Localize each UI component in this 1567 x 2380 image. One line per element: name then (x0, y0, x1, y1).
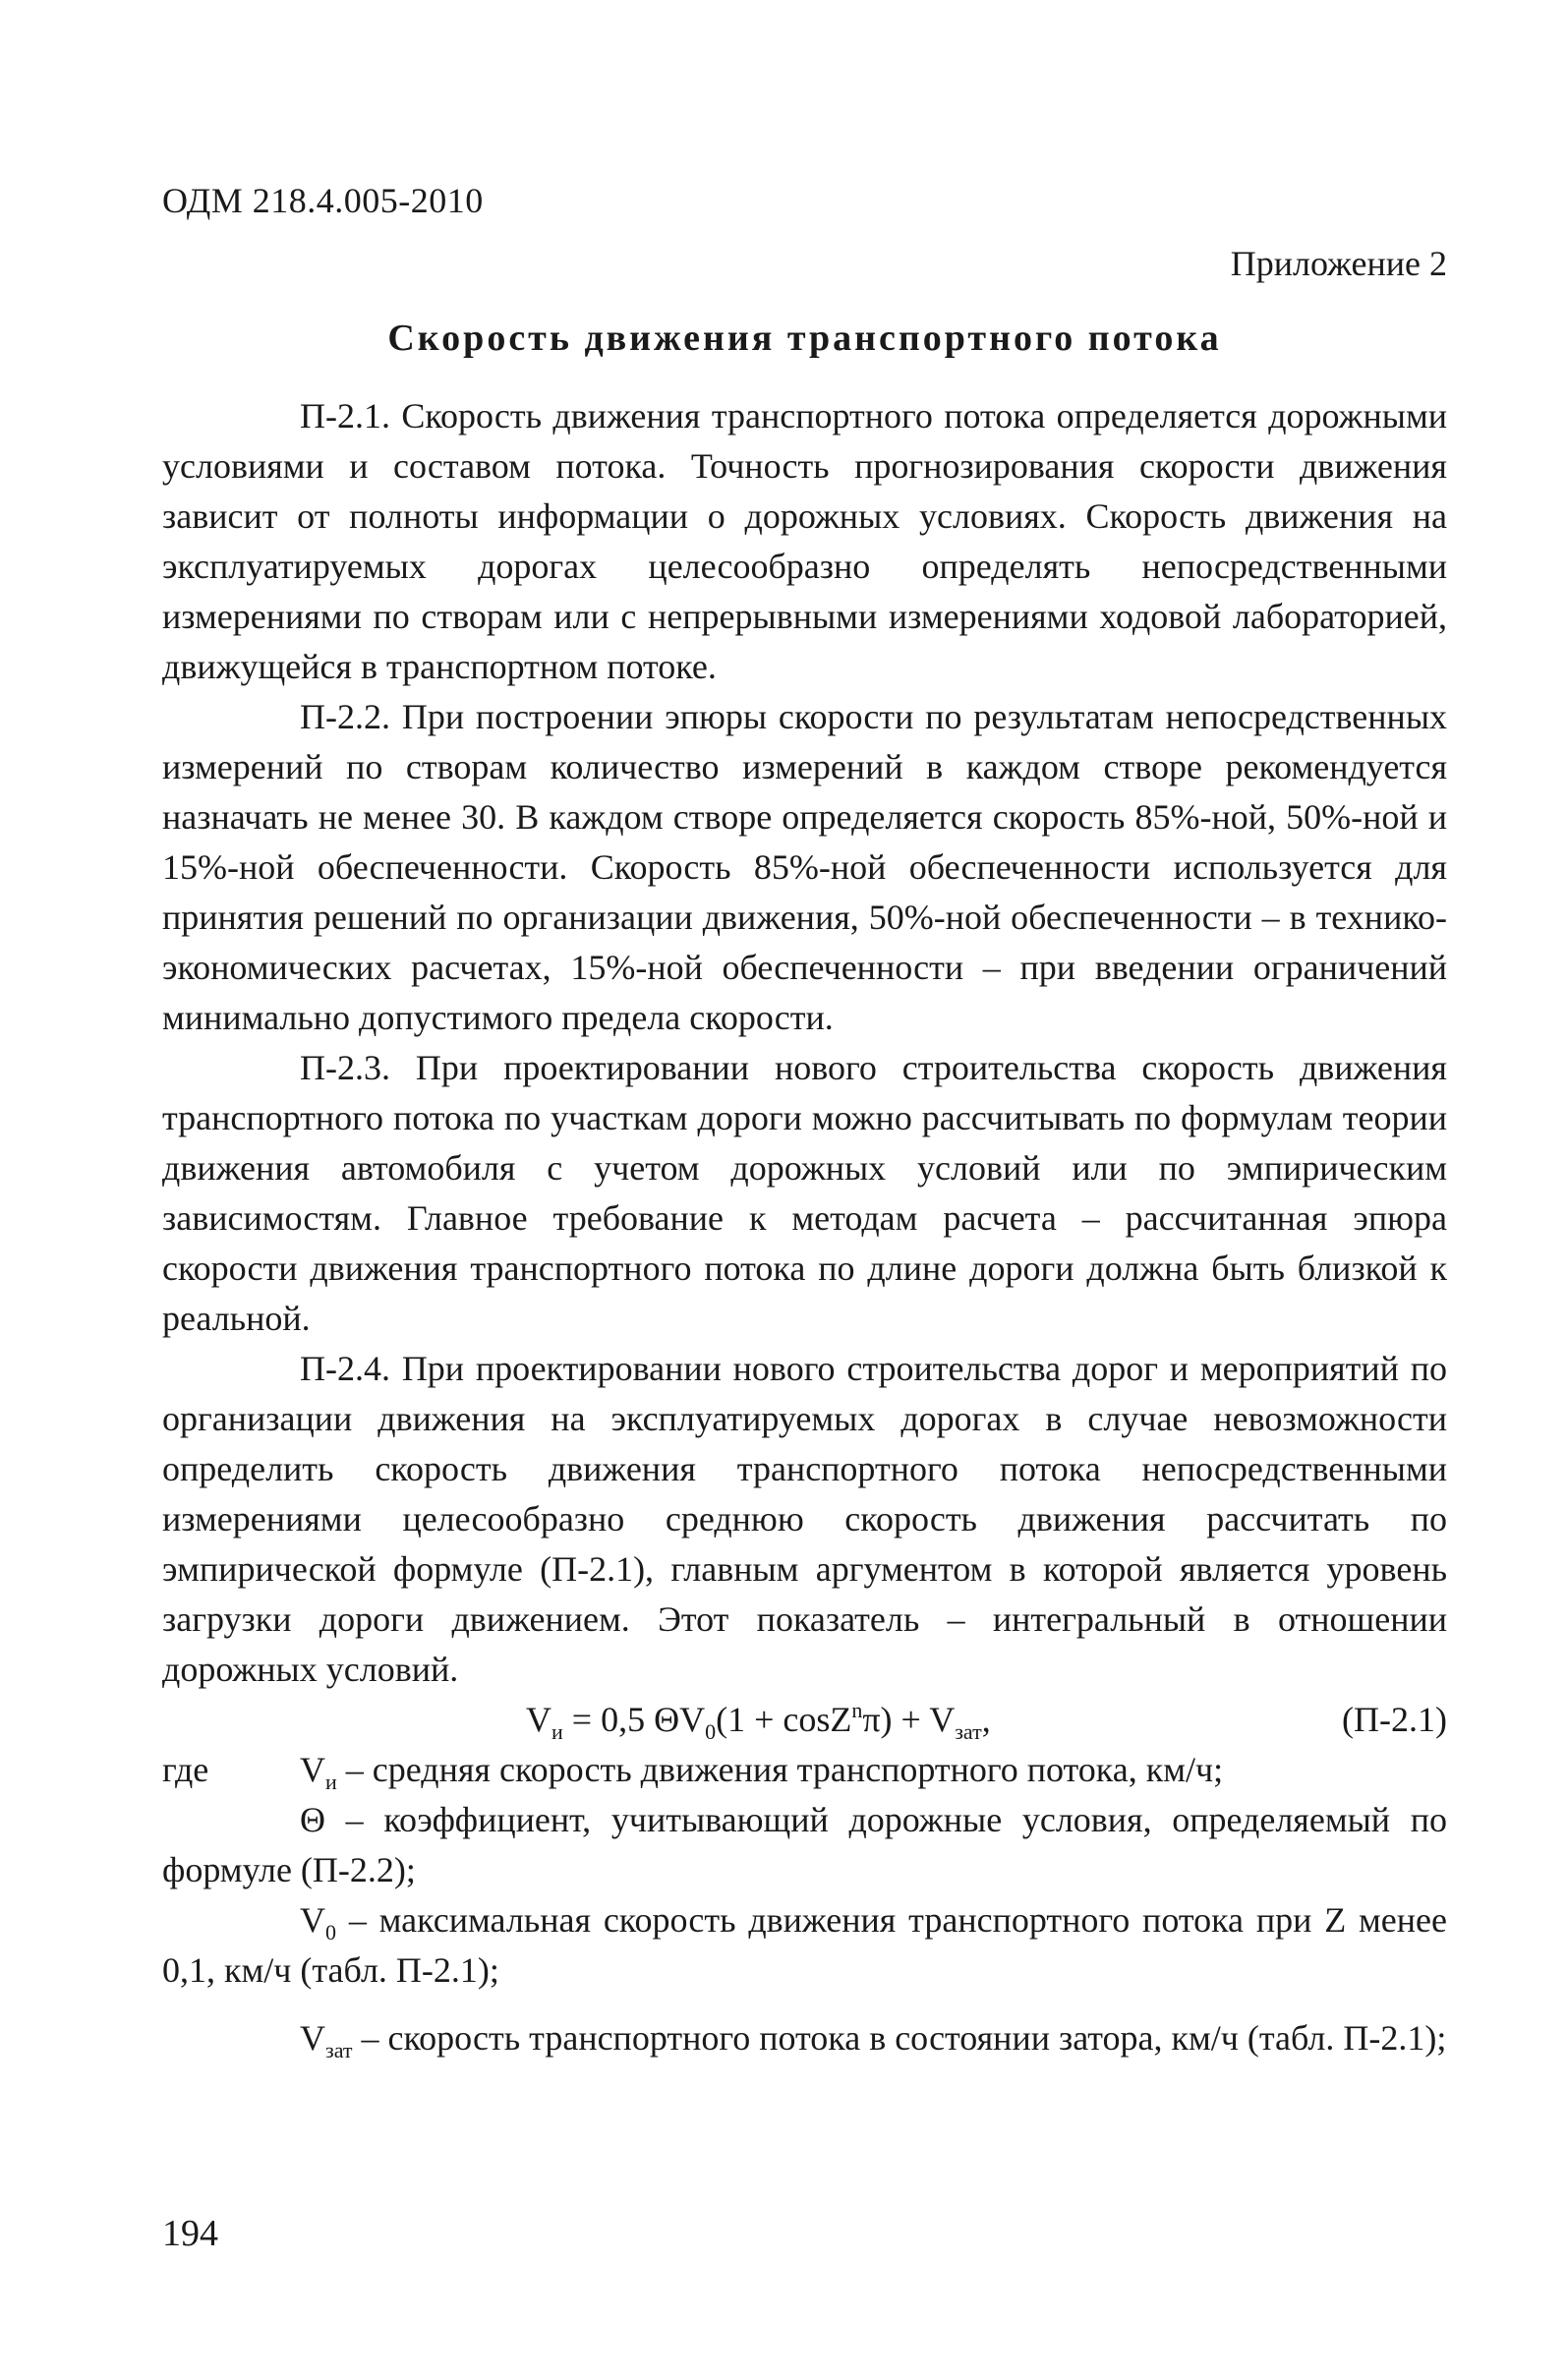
paragraph-p-2-4 (162, 1344, 1447, 1695)
formula-exponent: n (851, 1698, 863, 1722)
definition-v-i (162, 1745, 1447, 1795)
paragraph-number: П-2.3. (300, 1048, 390, 1087)
formula-vzat-subscript: зат (955, 1719, 982, 1744)
formula-cos-part: (1 + cosZ (716, 1700, 852, 1739)
definition-subscript: зат (325, 2038, 353, 2062)
appendix-label: Приложение 2 (1230, 244, 1447, 283)
definition-text: – средняя скорость движения транспортного потока, км/ч; (336, 1750, 1224, 1789)
formula-number: (П-2.1) (1342, 1700, 1447, 1739)
paragraph-text: Скорость движения транспортного потока определяется дорожными условиями и составом потока. Точность прогнозирования скорости движения зависит от полноты информации о дорожных условиях. Скорость движения на эксплуатируемых дорогах целесообразно определять непосредственными измерениями по створам или с непрерывными измерениями ходовой лабораторией, движущейся в транспортном потоке. (162, 396, 1447, 686)
definition-text: Θ – коэффициент, учитывающий дорожные условия, определяемый по формуле (П-2.2); (162, 1800, 1447, 1889)
formula-v-subscript: и (551, 1719, 563, 1744)
formula-v0-subscript: 0 (705, 1719, 717, 1744)
paragraph-text: При построении эпюры скорости по результатам непосредственных измерений по створам количество измерений в каждом створе рекомендуется назначать не менее 30. В каждом створе определяется скорость 85%-ной, 50%-ной и 15%-ной обеспеченности. Скорость 85%-ной обеспеченности используется для принятия решений по организации движения, 50%-ной обеспеченности – в технико-экономических расчетах, 15%-ной обеспеченности – при введении ограничений минимально допустимого предела скорости. (162, 697, 1448, 1037)
paragraph-number: П-2.1. (300, 396, 390, 435)
page-number: 194 (162, 2213, 218, 2254)
section-title: Скорость движения транспортного потока (387, 318, 1222, 359)
definition-symbol: V (300, 1900, 325, 1940)
definition-text: – максимальная скорость движения транспортного потока при Z менее 0,1, км/ч (табл. П-2.1); (162, 1900, 1447, 1990)
formula-p-2-1 (526, 1695, 991, 1745)
paragraph-number: П-2.4. (300, 1349, 390, 1388)
paragraph-p-2-2 (162, 692, 1447, 1043)
paragraph-number: П-2.2. (300, 697, 390, 736)
definition-symbol: V (300, 2018, 325, 2058)
formula-tail: , (981, 1700, 991, 1739)
definition-theta (162, 1795, 1447, 1895)
definition-subscript: 0 (325, 1920, 336, 1945)
definition-v-zat (162, 2013, 1447, 2063)
definition-subscript: и (325, 1770, 337, 1794)
formula-pi-part: π) + V (862, 1700, 956, 1739)
definition-text: – скорость транспортного потока в состоянии затора, км/ч (табл. П-2.1); (352, 2018, 1447, 2058)
body-text (162, 391, 1447, 2063)
formula-eq: = 0,5 ΘV (562, 1700, 706, 1739)
paragraph-p-2-1 (162, 391, 1447, 692)
definition-symbol: V (300, 1750, 325, 1789)
definition-v-0 (162, 1895, 1447, 1996)
spacer (162, 1996, 1447, 2013)
where-label: где (162, 1750, 209, 1789)
paragraph-text: При проектировании нового строительства дорог и мероприятий по организации движения на эксплуатируемых дорогах в случае невозможности определить скорость движения транспортного потока непосредственными измерениями целесообразно среднюю скорость движения рассчитать по эмпирической формуле (П-2.1), главным аргументом в которой является уровень загрузки дороги движением. Этот показатель – интегральный в отношении дорожных условий. (162, 1349, 1447, 1689)
document-code: ОДМ 218.4.005-2010 (162, 181, 484, 220)
paragraph-p-2-3 (162, 1043, 1447, 1344)
formula-row (162, 1695, 1447, 1745)
formula-v: V (526, 1700, 551, 1739)
paragraph-text: При проектировании нового строительства скорость движения транспортного потока по участкам дороги можно рассчитывать по формулам теории движения автомобиля с учетом дорожных условий или по эмпирическим зависимостям. Главное требование к методам расчета – рассчитанная эпюра скорости движения транспортного потока по длине дороги должна быть близкой к реальной. (162, 1048, 1447, 1338)
